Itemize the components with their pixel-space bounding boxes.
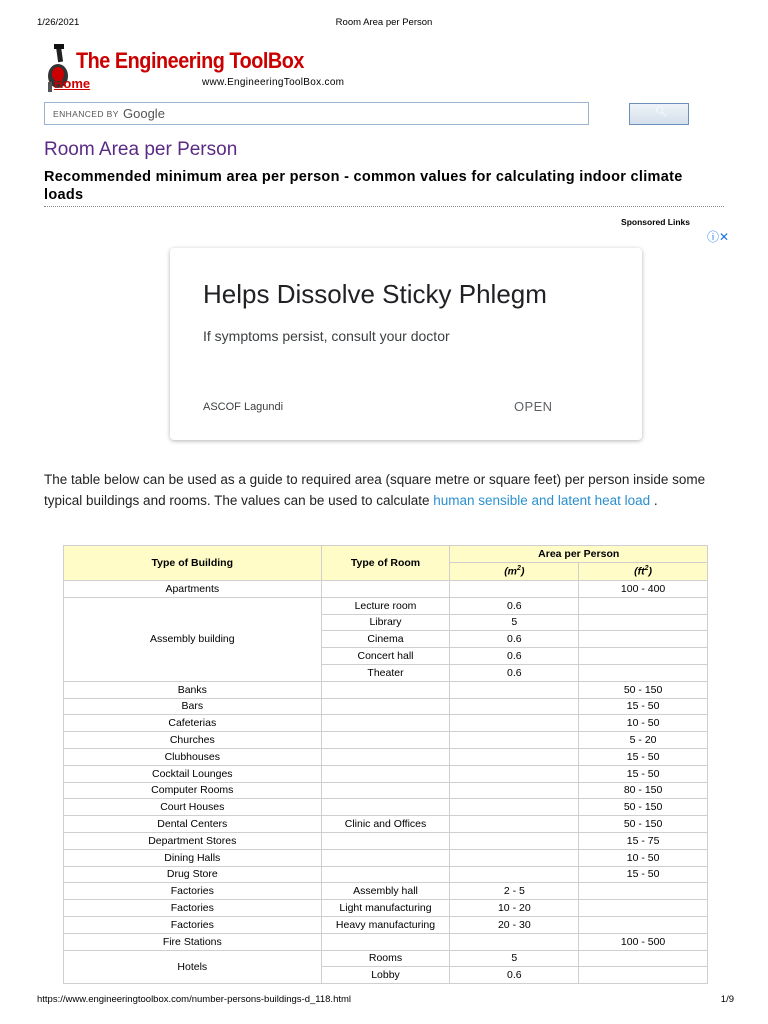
intro-text: The table below can be used as a guide to required area (square metre or square feet) per person inside some typical buildings and rooms. The values can be used to calculate: [44, 472, 706, 508]
cell-area-m2: [450, 681, 579, 698]
cell-building: Factories: [64, 883, 322, 900]
cell-area-m2: 0.6: [450, 648, 579, 665]
cell-area-m2: [450, 799, 579, 816]
ad-card[interactable]: [170, 248, 642, 440]
cell-area-m2: 20 - 30: [450, 916, 579, 933]
cell-building: Court Houses: [64, 799, 322, 816]
cell-area-ft2: 15 - 50: [579, 765, 708, 782]
cell-room: Assembly hall: [321, 883, 450, 900]
cell-building: Cocktail Lounges: [64, 765, 322, 782]
ad-advertiser: ASCOF Lagundi: [203, 401, 284, 413]
site-url: www.EngineeringToolBox.com: [202, 77, 345, 88]
cell-area-m2: [450, 748, 579, 765]
table-row: [64, 765, 708, 782]
cell-building: Hotels: [64, 950, 322, 984]
page-number: 1/9: [720, 994, 734, 1005]
cell-area-m2: 5: [450, 950, 579, 967]
cell-area-ft2: 50 - 150: [579, 681, 708, 698]
search-button[interactable]: [629, 103, 689, 125]
cell-area-ft2: [579, 614, 708, 631]
cell-room: [321, 581, 450, 598]
cell-area-m2: 5: [450, 614, 579, 631]
cell-building: Dining Halls: [64, 849, 322, 866]
cell-area-ft2: [579, 916, 708, 933]
table-row: [64, 732, 708, 749]
cell-room: Heavy manufacturing: [321, 916, 450, 933]
table-row: [64, 681, 708, 698]
cell-area-ft2: 15 - 50: [579, 748, 708, 765]
cell-area-ft2: 50 - 150: [579, 799, 708, 816]
google-label: Google: [123, 106, 165, 121]
cell-room: [321, 799, 450, 816]
table-row: [64, 866, 708, 883]
cell-room: Cinema: [321, 631, 450, 648]
cell-area-m2: [450, 715, 579, 732]
cell-area-ft2: [579, 648, 708, 665]
home-link[interactable]: Home: [54, 76, 91, 91]
cell-building: Factories: [64, 916, 322, 933]
cell-building: Fire Stations: [64, 933, 322, 950]
cell-room: Lecture room: [321, 597, 450, 614]
table-row: [64, 748, 708, 765]
page-title: Room Area per Person: [44, 139, 238, 160]
cell-building: Clubhouses: [64, 748, 322, 765]
ad-headline[interactable]: Helps Dissolve Sticky Phlegm: [203, 279, 547, 309]
cell-area-m2: [450, 816, 579, 833]
cell-room: [321, 748, 450, 765]
heat-load-link[interactable]: human sensible and latent heat load: [433, 493, 651, 508]
cell-area-ft2: 15 - 50: [579, 866, 708, 883]
brand-name: The Engineering ToolBox: [76, 48, 304, 73]
cell-area-ft2: 10 - 50: [579, 715, 708, 732]
cell-room: Library: [321, 614, 450, 631]
search-icon: 🔍︎: [655, 107, 668, 118]
cell-building: Dental Centers: [64, 816, 322, 833]
table-row: [64, 597, 708, 614]
cell-room: [321, 681, 450, 698]
cell-building: Department Stores: [64, 832, 322, 849]
cell-area-ft2: 100 - 400: [579, 581, 708, 598]
cell-room: [321, 933, 450, 950]
cell-building: Banks: [64, 681, 322, 698]
cell-area-ft2: 5 - 20: [579, 732, 708, 749]
table-row: [64, 900, 708, 917]
cell-room: Light manufacturing: [321, 900, 450, 917]
intro-tail: .: [650, 493, 658, 508]
header-area: Area per Person: [450, 546, 708, 563]
cell-area-m2: [450, 782, 579, 799]
print-title: Room Area per Person: [335, 17, 433, 28]
cell-area-m2: [450, 832, 579, 849]
header-ft2: $(ft^2)$: [579, 563, 708, 581]
table-row: [64, 715, 708, 732]
cell-room: [321, 782, 450, 799]
table-row: [64, 581, 708, 598]
cell-room: Lobby: [321, 967, 450, 984]
intro-paragraph: [44, 469, 734, 511]
cell-area-ft2: [579, 950, 708, 967]
cell-building: Churches: [64, 732, 322, 749]
cell-building: Assembly building: [64, 597, 322, 681]
cell-area-m2: [450, 849, 579, 866]
cell-area-ft2: [579, 664, 708, 681]
cell-area-ft2: [579, 597, 708, 614]
cell-area-m2: 0.6: [450, 597, 579, 614]
cell-area-ft2: [579, 883, 708, 900]
cell-area-ft2: 50 - 150: [579, 816, 708, 833]
table-row: [64, 916, 708, 933]
cell-room: [321, 849, 450, 866]
cell-area-m2: [450, 698, 579, 715]
cell-area-m2: 0.6: [450, 664, 579, 681]
ad-choices-icon[interactable]: ⓘ✕: [707, 230, 730, 244]
cell-building: Factories: [64, 900, 322, 917]
cell-room: Clinic and Offices: [321, 816, 450, 833]
page-subtitle: Recommended minimum area per person - common values for calculating indoor climate loads: [44, 169, 683, 203]
cell-area-ft2: 10 - 50: [579, 849, 708, 866]
cell-area-m2: 0.6: [450, 967, 579, 984]
cell-building: Drug Store: [64, 866, 322, 883]
cell-area-m2: 0.6: [450, 631, 579, 648]
table-row: [64, 816, 708, 833]
ad-open-button[interactable]: OPEN: [514, 399, 553, 414]
print-date: 1/26/2021: [37, 17, 80, 28]
ad-body: If symptoms persist, consult your doctor: [203, 328, 450, 344]
cell-area-m2: [450, 765, 579, 782]
table-row: [64, 849, 708, 866]
cell-room: [321, 832, 450, 849]
cell-room: [321, 698, 450, 715]
table-row: [64, 950, 708, 967]
cell-area-ft2: 15 - 50: [579, 698, 708, 715]
cell-area-m2: [450, 933, 579, 950]
cell-area-m2: [450, 732, 579, 749]
table-row: [64, 832, 708, 849]
area-table: [63, 545, 708, 984]
cell-building: Bars: [64, 698, 322, 715]
table-row: [64, 698, 708, 715]
cell-area-ft2: [579, 967, 708, 984]
cell-building: Computer Rooms: [64, 782, 322, 799]
header-room: Type of Room: [321, 546, 450, 581]
table-row: [64, 799, 708, 816]
table-row: [64, 933, 708, 950]
cell-area-ft2: [579, 631, 708, 648]
header-building: Type of Building: [64, 546, 322, 581]
enhanced-by-label: ENHANCED BY: [53, 109, 119, 119]
divider: [44, 206, 724, 207]
table-row: [64, 782, 708, 799]
search-input[interactable]: [44, 102, 589, 125]
cell-area-m2: 10 - 20: [450, 900, 579, 917]
cell-area-ft2: [579, 900, 708, 917]
cell-room: Rooms: [321, 950, 450, 967]
cell-building: Cafeterias: [64, 715, 322, 732]
cell-room: [321, 765, 450, 782]
sponsored-label: Sponsored Links: [621, 217, 690, 227]
cell-room: [321, 866, 450, 883]
cell-area-ft2: 80 - 150: [579, 782, 708, 799]
cell-area-m2: [450, 866, 579, 883]
cell-room: [321, 715, 450, 732]
cell-area-ft2: 15 - 75: [579, 832, 708, 849]
cell-room: [321, 732, 450, 749]
site-logo[interactable]: [44, 44, 374, 94]
cell-area-m2: 2 - 5: [450, 883, 579, 900]
cell-area-m2: [450, 581, 579, 598]
cell-room: Concert hall: [321, 648, 450, 665]
table-row: [64, 883, 708, 900]
cell-room: Theater: [321, 664, 450, 681]
cell-building: Apartments: [64, 581, 322, 598]
cell-area-ft2: 100 - 500: [579, 933, 708, 950]
header-m2: $(m^2)$: [450, 563, 579, 581]
print-url: https://www.engineeringtoolbox.com/number-persons-buildings-d_118.html: [37, 994, 352, 1005]
